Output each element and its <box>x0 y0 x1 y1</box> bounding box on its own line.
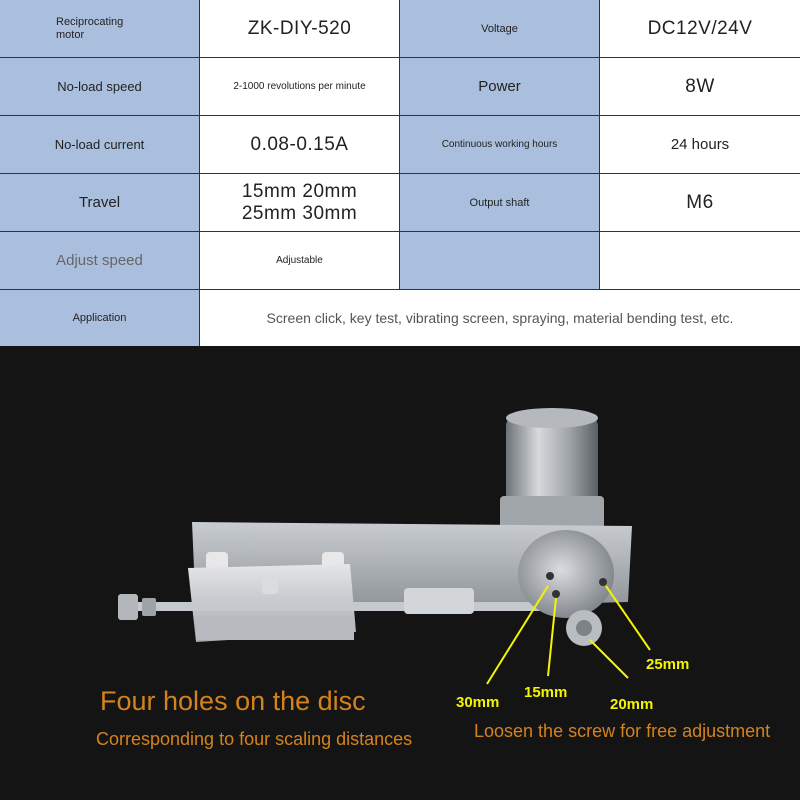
crank-disc <box>518 530 614 646</box>
spec-table <box>0 0 800 346</box>
motor-body <box>500 408 604 536</box>
spec-value-travel-line1: 15mm 20mm <box>241 180 358 202</box>
label-30mm: 30mm <box>456 694 500 711</box>
spec-value-adjust: Adjustable <box>200 232 400 290</box>
spec-value-travel-line2: 25mm 30mm <box>241 202 358 224</box>
spec-value-speed: 2-1000 revolutions per minute <box>200 58 400 116</box>
spec-value-empty <box>600 232 800 290</box>
spec-label-motor <box>0 0 200 58</box>
spec-value-voltage: DC12V/24V <box>600 0 800 58</box>
spec-label-voltage: Voltage <box>400 0 600 58</box>
label-20mm: 20mm <box>610 696 654 713</box>
shaft-rod <box>120 602 560 611</box>
spec-value-model: ZK-DIY-520 <box>200 0 400 58</box>
spec-label-empty <box>400 232 600 290</box>
spec-label-hours: Continuous working hours <box>400 116 600 174</box>
nut <box>118 594 138 620</box>
label-15mm: 15mm <box>524 684 568 701</box>
caption-right: Loosen the screw for free adjustment <box>474 721 771 741</box>
label-25mm: 25mm <box>646 656 690 673</box>
spec-value-power: 8W <box>600 58 800 116</box>
caption-main: Four holes on the disc <box>100 686 366 716</box>
spec-label-power: Power <box>400 58 600 116</box>
spec-value-hours: 24 hours <box>600 116 800 174</box>
spec-label-speed: No-load speed <box>0 58 200 116</box>
spec-value-travel <box>200 174 400 232</box>
clevis-joint <box>404 588 474 614</box>
spec-value-current: 0.08-0.15A <box>200 116 400 174</box>
nut <box>142 598 156 616</box>
spec-label-application: Application <box>0 290 200 346</box>
spec-value-shaft: M6 <box>600 174 800 232</box>
spec-label-adjust: Adjust speed <box>0 232 200 290</box>
spec-label-current: No-load current <box>0 116 200 174</box>
spec-label-travel: Travel <box>0 174 200 232</box>
caption-sub: Corresponding to four scaling distances <box>96 729 413 749</box>
spec-value-application: Screen click, key test, vibrating screen, spraying, material bending test, etc. <box>200 290 800 346</box>
spec-label-shaft: Output shaft <box>400 174 600 232</box>
spec-label-motor-text: Reciprocating motor <box>56 15 124 41</box>
